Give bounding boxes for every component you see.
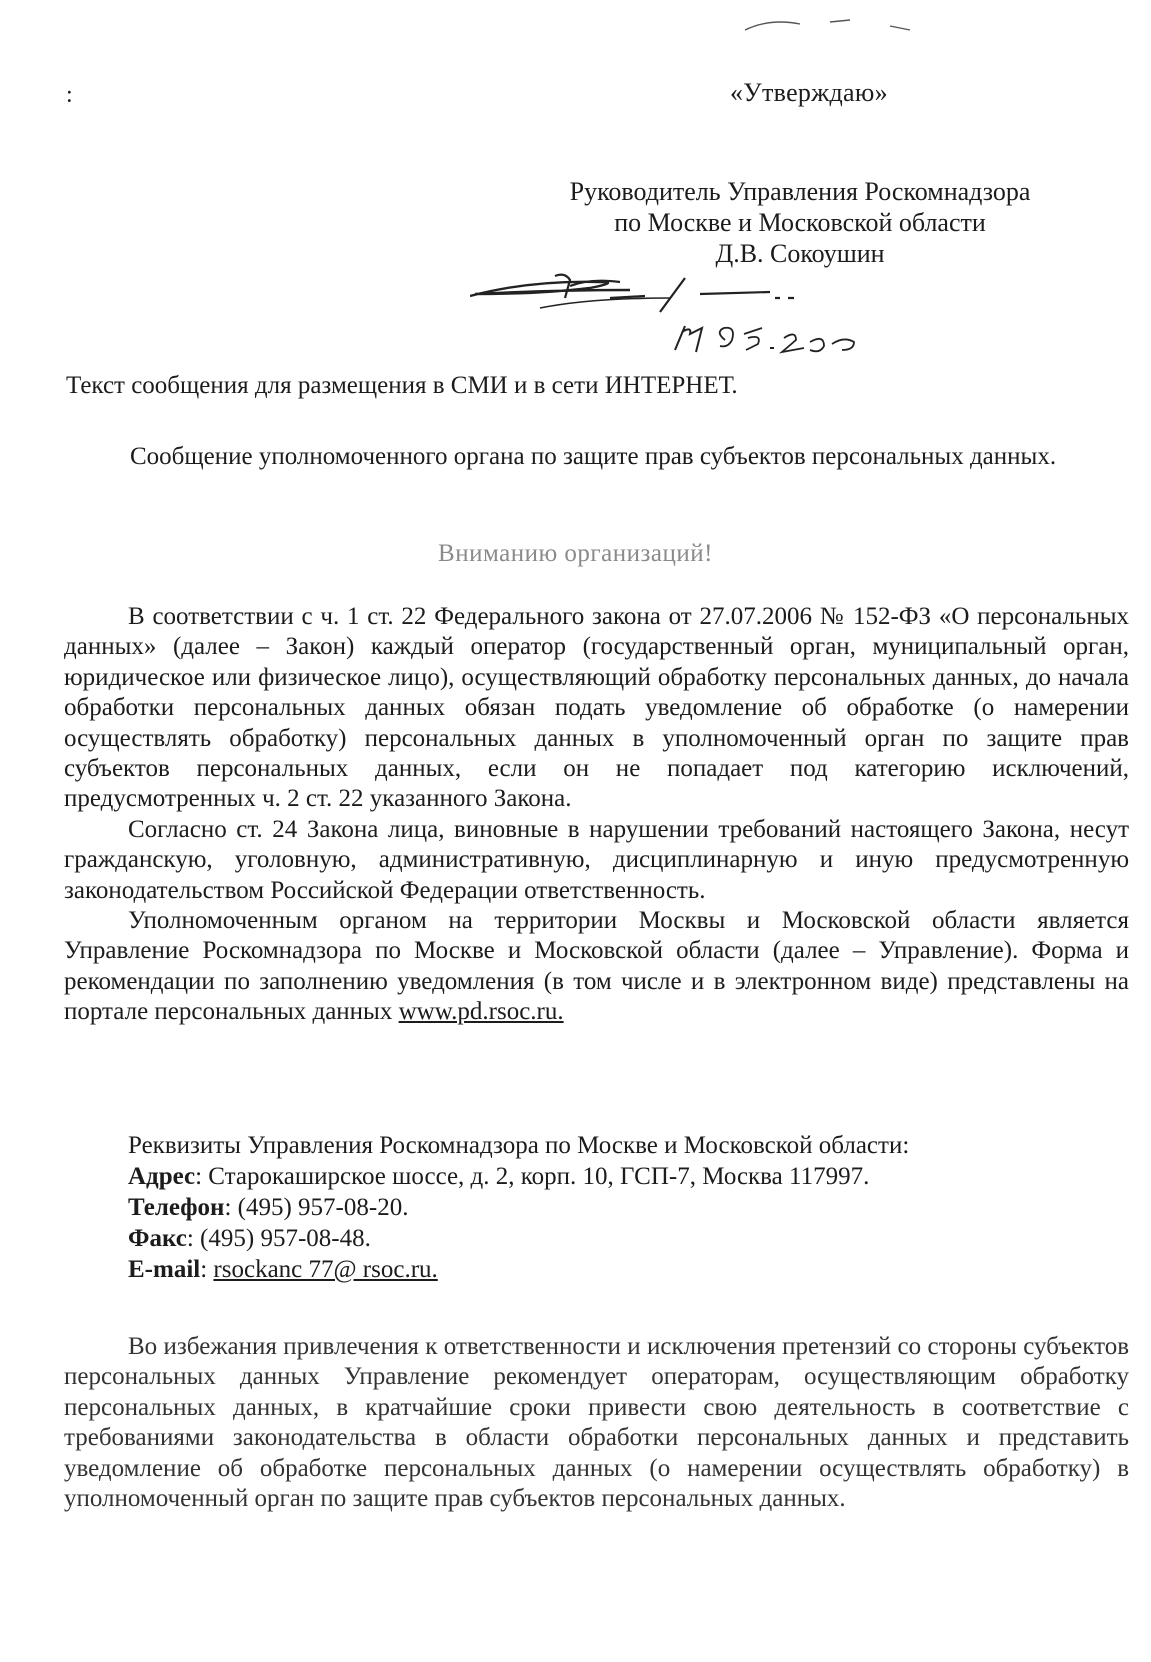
requisites-address (128, 1161, 909, 1192)
address-value: : Старокаширское шоссе, д. 2, корп. 10, ГСП-7, Москва 117997. (195, 1163, 870, 1190)
subject-line (64, 440, 1124, 473)
phone-label: Телефон (128, 1194, 225, 1221)
approval-stamp-text: «Утверждаю» (730, 78, 888, 107)
fax-label: Факс (128, 1225, 187, 1252)
requisites-heading: Реквизиты Управления Роскомнадзора по Москве и Московской области: (128, 1132, 910, 1159)
email-link[interactable]: rsockanc 77@ rsoc.ru. (213, 1256, 438, 1283)
signer-block (500, 176, 1100, 269)
requisites-fax (128, 1223, 909, 1254)
email-separator: : (200, 1256, 214, 1283)
paragraph-authority-text: Уполномоченным органом на территории Москвы и Московской области является Управление Роскомнадзора по Москве и Московской области (далее – Управление). Форма и рекомендации по заполнению уведомления (в том числе и в электронном виде) представлены на портале персональных данных (64, 907, 1129, 1026)
document-title: Текст сообщения для размещения в СМИ и в сети ИНТЕРНЕТ. (66, 372, 738, 399)
paragraph-liability: Согласно ст. 24 Закона лица, виновные в нарушении требований настоящего Закона, несут гражданскую, уголовную, административную, дисциплинарную и иную предусмотренную законодательством Российской Федерации ответственность. (64, 815, 1129, 904)
margin-mark: : (66, 82, 73, 108)
portal-link[interactable]: www.pd.rsoc.ru. (398, 998, 564, 1026)
requisites-phone (128, 1192, 909, 1223)
fax-value: : (495) 957-08-48. (186, 1225, 371, 1252)
attention-heading: Вниманию организаций! (438, 540, 713, 567)
paragraph-recommendation: Во избежания привлечения к ответственности и исключения претензий со стороны субъектов персональных данных Управление рекомендует операторам, осуществляющим обработку персональных данных, в кратчайшие сроки привести свою деятельность в соответствие с требованиями законодательства в области обработки персональных данных и представить уведомление об обработке персональных данных (о намерении осуществлять обработку) в уполномоченный орган по защите прав субъектов персональных данных. (64, 1333, 1129, 1513)
requisites-email (128, 1254, 909, 1285)
subject-text: Сообщение уполномоченного органа по защите прав субъектов персональных данных. (130, 443, 1057, 470)
final-text (64, 1332, 1129, 1514)
signer-region: по Москве и Московской области (614, 208, 986, 237)
signer-name: Д.В. Сокоушин (715, 239, 885, 268)
requisites-block (128, 1130, 909, 1285)
main-text (64, 602, 1129, 1028)
phone-value: : (495) 957-08-20. (224, 1194, 409, 1221)
paragraph-authority (64, 906, 1129, 1028)
signer-position: Руководитель Управления Роскомнадзора (569, 177, 1031, 206)
address-label: Адрес (128, 1163, 196, 1190)
email-label: E-mail (128, 1256, 201, 1283)
top-scribble-mark (740, 0, 940, 40)
paragraph-notification-duty: В соответствии с ч. 1 ст. 22 Федерального закона от 27.07.2006 № 152-ФЗ «О персональных данных» (далее – Закон) каждый оператор (государственный орган, муниципальный орган, юридическое или физическое лицо), осуществляющий обработку персональных данных, до начала обработки персональных данных обязан подать уведомление об обработке (о намерении осуществлять обработку) персональных данных в уполномоченный орган по защите прав субъектов персональных данных, если он не попадает под категорию исключений, предусмотренных ч. 2 ст. 22 указанного Закона. (64, 603, 1129, 813)
handwritten-signature (470, 268, 930, 378)
